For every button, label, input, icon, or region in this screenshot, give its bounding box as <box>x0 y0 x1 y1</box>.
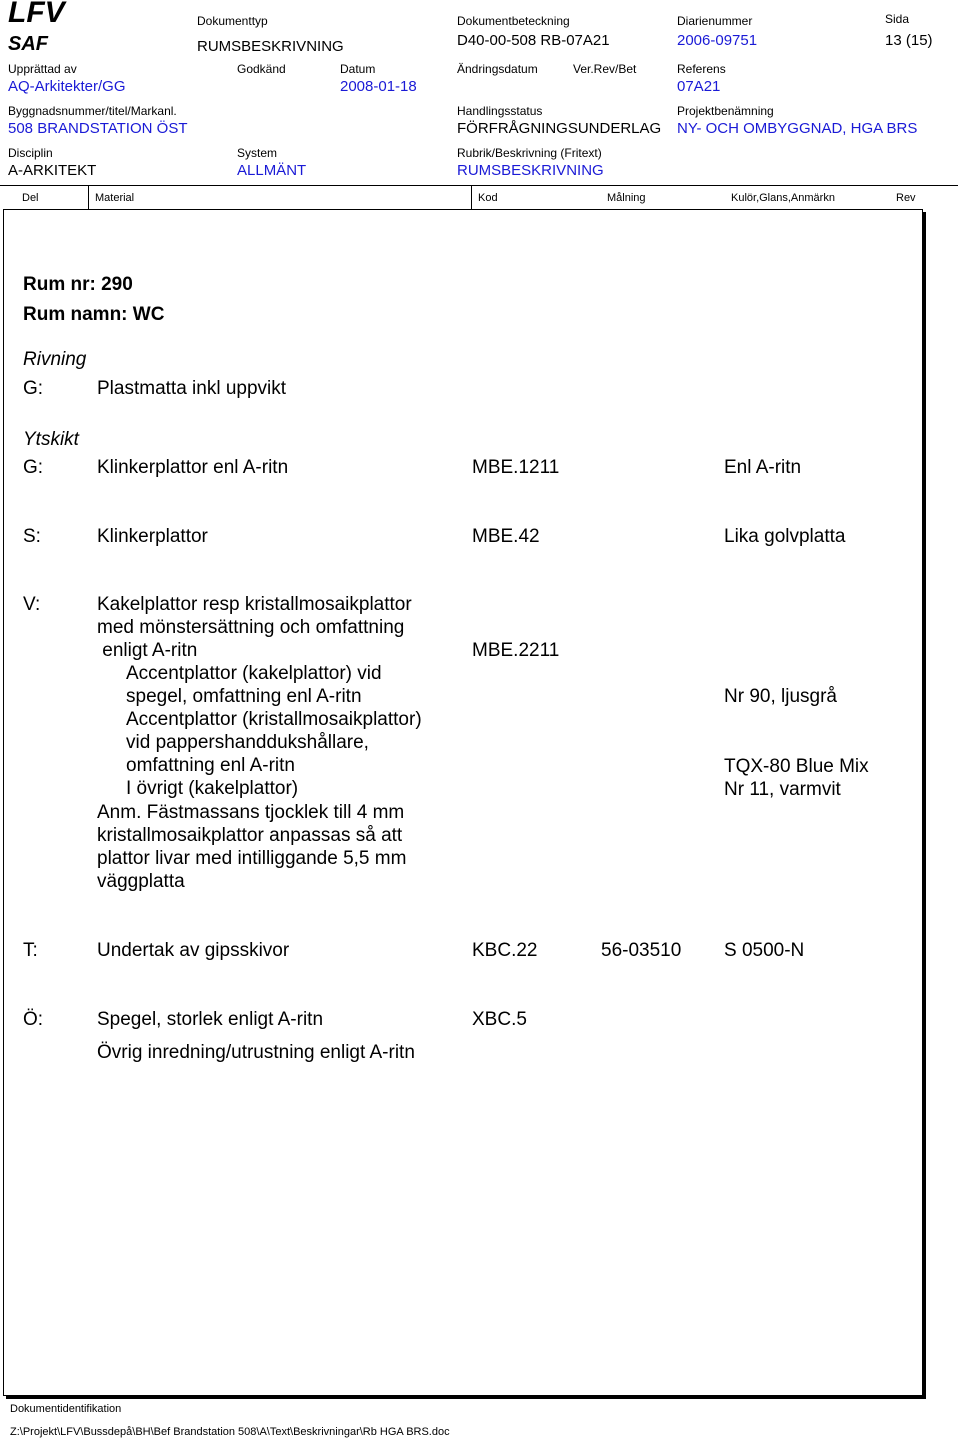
ytskikt-v-line: omfattning enl A-ritn <box>126 755 295 776</box>
col-divider <box>88 185 89 209</box>
ytskikt-v-line: spegel, omfattning enl A-ritn <box>126 686 362 707</box>
dokumentbeteckning-label: Dokumentbeteckning <box>457 14 570 28</box>
upprattad-value: AQ-Arkitekter/GG <box>8 78 126 95</box>
ytskikt-heading: Ytskikt <box>23 429 79 450</box>
col-del: Del <box>22 192 39 204</box>
rubrik-value: RUMSBESKRIVNING <box>457 162 604 179</box>
footer-path: Z:\Projekt\LFV\Bussdepå\BH\Bef Brandstation 508\A\Text\Beskrivningar\Rb HGA BRS.doc <box>10 1426 450 1438</box>
ytskikt-v-del: V: <box>23 594 41 615</box>
ytskikt-t-anm: S 0500-N <box>724 940 805 961</box>
ytskikt-t-malning: 56-03510 <box>601 940 682 961</box>
rivning-g-material: Plastmatta inkl uppvikt <box>97 378 287 399</box>
ytskikt-v-line: Accentplattor (kristallmosaikplattor) <box>126 709 422 730</box>
ytskikt-v-anm2: TQX-80 Blue Mix <box>724 756 869 777</box>
andringsdatum-label: Ändringsdatum <box>457 62 538 76</box>
ytskikt-s-kod: MBE.42 <box>472 526 540 547</box>
rivning-g-del: G: <box>23 378 44 399</box>
ytskikt-v-line: Anm. Fästmassans tjocklek till 4 mm <box>97 802 405 823</box>
ytskikt-v-line: vid pappershanddukshållare, <box>126 732 369 753</box>
col-kulor: Kulör,Glans,Anmärkn <box>731 192 835 204</box>
ytskikt-g-del: G: <box>23 457 44 478</box>
ytskikt-o-kod: XBC.5 <box>472 1009 527 1030</box>
ytskikt-s-anm: Lika golvplatta <box>724 526 846 547</box>
system-value: ALLMÄNT <box>237 162 307 179</box>
col-material: Material <box>95 192 135 204</box>
diarienummer-label: Diarienummer <box>677 14 753 28</box>
header-rule-top <box>0 185 958 186</box>
datum-label: Datum <box>340 62 376 76</box>
ytskikt-t-del: T: <box>23 940 38 961</box>
col-kod: Kod <box>478 192 498 204</box>
rubrik-label: Rubrik/Beskrivning (Fritext) <box>457 146 602 160</box>
ytskikt-v-line: med mönstersättning och omfattning <box>97 617 405 638</box>
system-label: System <box>237 146 278 160</box>
godkand-label: Godkänd <box>237 62 286 76</box>
ytskikt-v-line: Accentplattor (kakelplattor) vid <box>126 663 382 684</box>
sida-value: 13 (15) <box>885 32 933 49</box>
verrev-label: Ver.Rev/Bet <box>573 62 637 76</box>
dokumenttyp-value: RUMSBESKRIVNING <box>197 38 344 55</box>
disciplin-value: A-ARKITEKT <box>8 162 97 179</box>
ytskikt-v-line: I övrigt (kakelplattor) <box>126 778 299 799</box>
rivning-heading: Rivning <box>23 349 87 370</box>
ytskikt-v-line: Kakelplattor resp kristallmosaikplattor <box>97 594 412 615</box>
logo-saf: SAF <box>8 33 48 55</box>
projekt-label: Projektbenämning <box>677 104 774 118</box>
datum-value: 2008-01-18 <box>340 78 417 95</box>
dokumenttyp-label: Dokumenttyp <box>197 14 268 28</box>
ytskikt-g-kod: MBE.1211 <box>472 457 560 478</box>
disciplin-label: Disciplin <box>8 146 53 160</box>
byggnad-value: 508 BRANDSTATION ÖST <box>8 120 188 137</box>
ytskikt-o-del: Ö: <box>23 1009 44 1030</box>
referens-value: 07A21 <box>677 78 721 95</box>
logo-lfv: LFV <box>8 0 65 29</box>
ytskikt-o-material2: Övrig inredning/utrustning enligt A-ritn <box>97 1042 415 1063</box>
ytskikt-t-material: Undertak av gipsskivor <box>97 940 290 961</box>
projekt-value: NY- OCH OMBYGGNAD, HGA BRS <box>677 120 918 137</box>
diarienummer-value: 2006-09751 <box>677 32 758 49</box>
byggnad-label: Byggnadsnummer/titel/Markanl. <box>8 104 177 118</box>
ytskikt-t-kod: KBC.22 <box>472 940 538 961</box>
sida-label: Sida <box>885 12 910 26</box>
ytskikt-v-anm1: Nr 90, ljusgrå <box>724 686 837 707</box>
upprattad-label: Upprättad av <box>8 62 77 76</box>
room-number: Rum nr: 290 <box>23 274 133 295</box>
ytskikt-v-line: väggplatta <box>97 871 185 892</box>
ytskikt-o-material: Spegel, storlek enligt A-ritn <box>97 1009 324 1030</box>
dokumentbeteckning-value: D40-00-508 RB-07A21 <box>457 32 610 49</box>
ytskikt-v-anm3: Nr 11, varmvit <box>724 779 841 800</box>
ytskikt-v-kod: MBE.2211 <box>472 640 560 661</box>
handlingsstatus-value: FÖRFRÅGNINGSUNDERLAG <box>457 120 662 137</box>
referens-label: Referens <box>677 62 726 76</box>
ytskikt-s-del: S: <box>23 526 41 547</box>
room-name: Rum namn: WC <box>23 304 165 325</box>
ytskikt-v-line: kristallmosaikplattor anpassas så att <box>97 825 403 846</box>
col-divider <box>471 185 472 209</box>
footer-label: Dokumentidentifikation <box>10 1403 122 1415</box>
ytskikt-g-anm: Enl A-ritn <box>724 457 802 478</box>
col-rev: Rev <box>896 192 916 204</box>
ytskikt-v-line: enligt A-ritn <box>97 640 198 661</box>
ytskikt-v-line: plattor livar med intilliggande 5,5 mm <box>97 848 407 869</box>
ytskikt-s-material: Klinkerplattor <box>97 526 208 547</box>
col-malning: Målning <box>607 192 646 204</box>
handlingsstatus-label: Handlingsstatus <box>457 104 543 118</box>
ytskikt-g-material: Klinkerplattor enl A-ritn <box>97 457 289 478</box>
